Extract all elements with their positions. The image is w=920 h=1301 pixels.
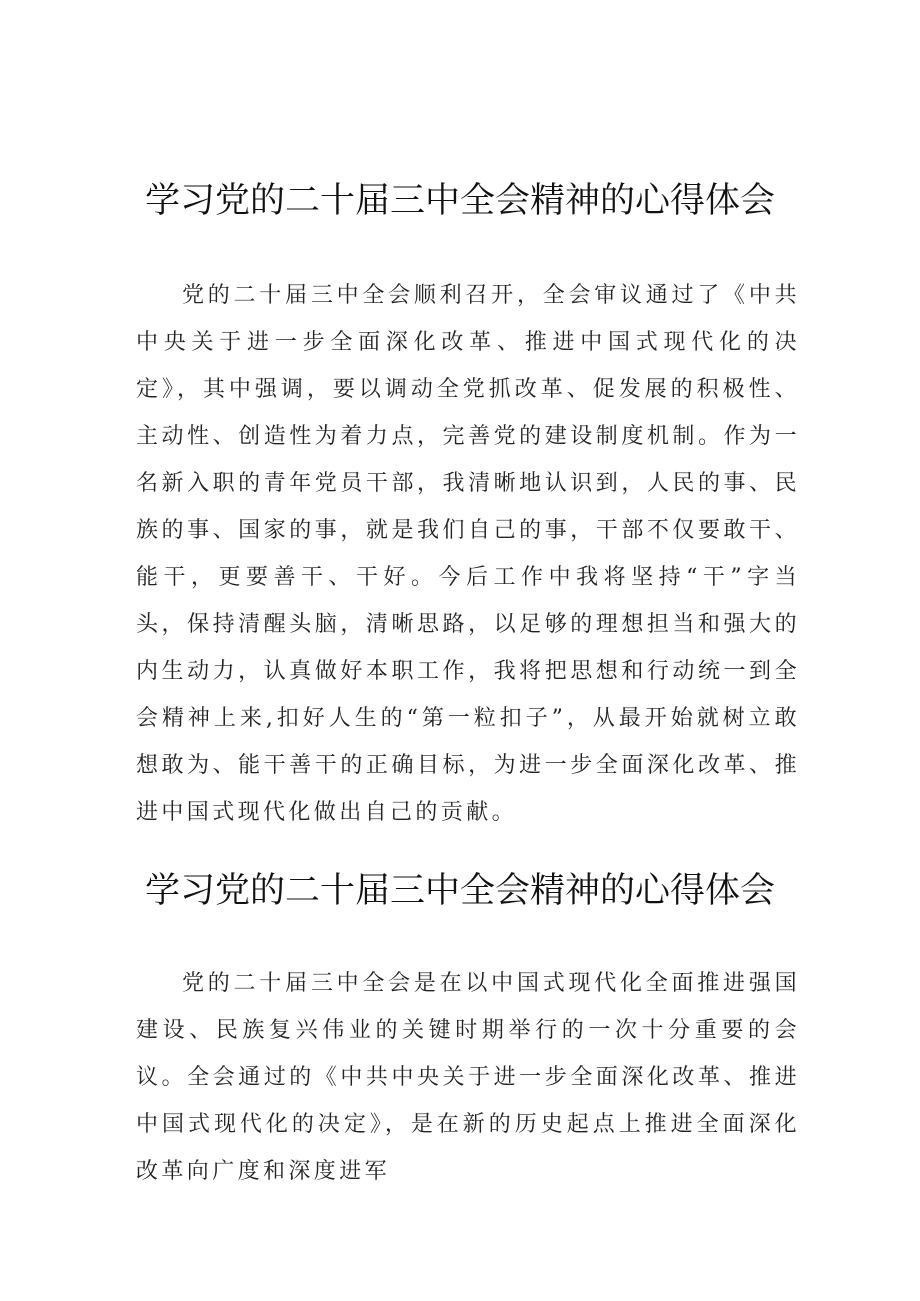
- section-paragraph-1: 党的二十届三中全会顺利召开，全会审议通过了《中共中央关于进一步全面深化改革、推进中国式现代化的决定》，其中强调，要以调动全党抓改革、促发展的积极性、主动性、创造性为着力点，完善党的建设制度机制。作为一名新入职的青年党员干部，我清晰地认识到，人民的事、民族的事、国家的事，就是我们自己的事，干部不仅要敢干、能干，更要善干、干好。今后工作中我将坚持“干”字当头，保持清醒头脑，清晰思路，以足够的理想担当和强大的内生动力，认真做好本职工作，我将把思想和行动统一到全会精神上来,扣好人生的“第一粒扣子”，从最开始就树立敢想敢为、能干善干的正确目标，为进一步全面深化改革、推进中国式现代化做出自己的贡献。: [136, 283, 800, 825]
- section-title-1: 学习党的二十届三中全会精神的心得体会: [145, 181, 776, 221]
- section-title-2: 学习党的二十届三中全会精神的心得体会: [145, 871, 776, 911]
- section-paragraph-2: 党的二十届三中全会是在以中国式现代化全面推进强国建设、民族复兴伟业的关键时期举行的一次十分重要的会议。全会通过的《中共中央关于进一步全面深化改革、推进中国式现代化的决定》，是在新的历史起点上推进全面深化改革向广度和深度进军: [136, 971, 800, 1184]
